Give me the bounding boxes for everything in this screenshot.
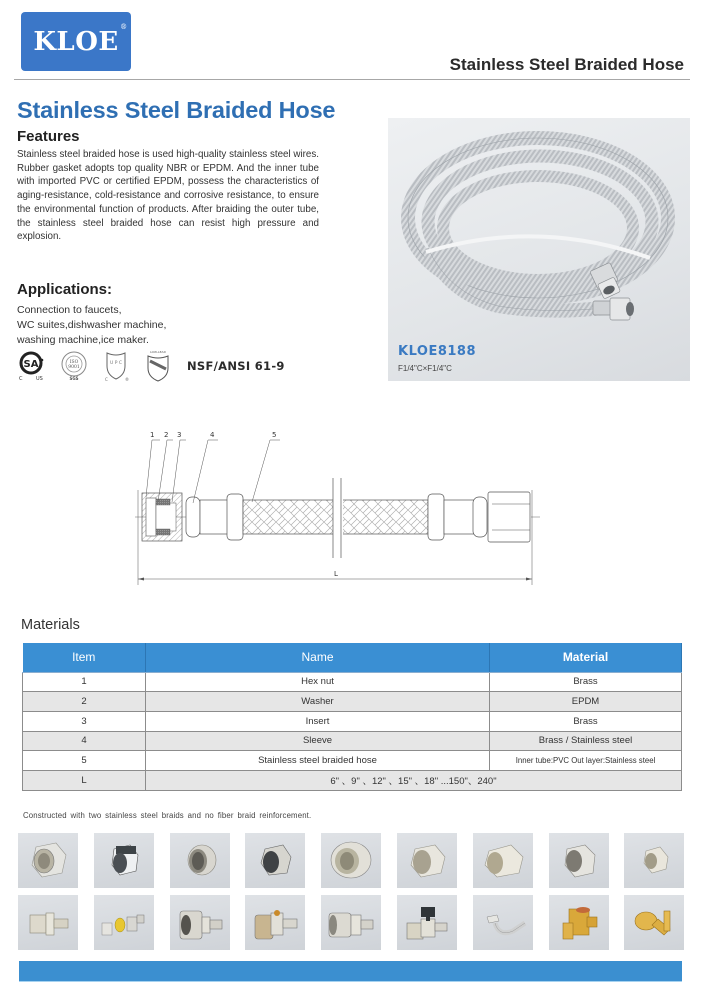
svg-text:C: C: [105, 377, 108, 382]
svg-text:SA: SA: [23, 359, 39, 370]
cell-name: Washer: [146, 692, 490, 712]
chrome-hex-nut-fitting-image: [94, 833, 154, 888]
coiled-hose-image: [388, 118, 690, 381]
low-lead-icon: [143, 349, 173, 382]
materials-table: [22, 643, 682, 791]
csa-us-icon: [17, 349, 47, 382]
fittings-gallery: [18, 833, 684, 950]
iso-9001-icon: [59, 349, 89, 382]
nsf-standard-label: NSF/ANSI 61-9: [187, 358, 285, 373]
cell-name: Hex nut: [146, 672, 490, 692]
table-row: [23, 751, 682, 771]
cell-material: Brass: [490, 672, 682, 692]
table-row: [23, 711, 682, 731]
small-hex-nut-fitting-image: [624, 833, 684, 888]
cell-material: Inner tube:PVC Out layer:Stainless steel: [490, 751, 682, 771]
bent-barb-elbow-image: [473, 895, 533, 950]
cell-name: Sleeve: [146, 731, 490, 751]
column-header-item: Item: [23, 643, 146, 672]
svg-text:LOW-LEAD: LOW-LEAD: [150, 350, 166, 354]
callout-5: 5: [272, 431, 277, 439]
male-barb-adapter-image: [170, 895, 230, 950]
svg-text:®: ®: [125, 377, 129, 382]
table-row-lengths: [23, 770, 682, 790]
product-photo: [388, 118, 690, 381]
dimension-label: L: [334, 570, 338, 578]
certification-row: [17, 349, 285, 382]
round-nut-fitting-image: [170, 833, 230, 888]
logo-text: KLOE ®: [33, 22, 128, 57]
wide-hex-nut-fitting-image: [321, 833, 381, 888]
cell-name: Stainless steel braided hose: [146, 751, 490, 771]
header-title: Stainless Steel Braided Hose: [449, 55, 684, 74]
footer-bar: [19, 961, 682, 982]
cell-item: 5: [23, 751, 146, 771]
application-line: WC suites,dishwasher machine,: [17, 319, 167, 332]
cell-item: 2: [23, 692, 146, 712]
hex-nut-fitting-4-image: [549, 833, 609, 888]
application-line: Connection to faucets,: [17, 304, 122, 316]
callout-4: 4: [210, 431, 215, 439]
svg-text:SGS: SGS: [69, 376, 79, 381]
barb-adapter-with-vent-image: [245, 895, 305, 950]
table-row: [23, 731, 682, 751]
page-title: Stainless Steel Braided Hose: [17, 97, 336, 123]
applications-heading: Applications:: [17, 281, 113, 298]
construction-note: Constructed with two stainless steel braids and no fiber braid reinforcement.: [23, 811, 312, 820]
cell-material: EPDM: [490, 692, 682, 712]
features-heading: Features: [17, 128, 80, 145]
upc-icon: [101, 349, 131, 382]
dark-hex-nut-fitting-image: [245, 833, 305, 888]
svg-text:ISO: ISO: [69, 360, 79, 365]
table-header-row: [23, 643, 682, 672]
hex-nut-fitting-image: [18, 833, 78, 888]
cell-name: Insert: [146, 711, 490, 731]
header-divider: [14, 79, 690, 80]
application-line: washing machine,ice maker.: [17, 334, 149, 347]
hose-barb-union-image: [18, 895, 78, 950]
cell-item: 3: [23, 711, 146, 731]
hex-nut-fitting-2-image: [397, 833, 457, 888]
callout-1: 1: [150, 431, 155, 439]
cell-material: Brass: [490, 711, 682, 731]
applications-list: [17, 303, 166, 349]
product-model: KLOE8188: [398, 344, 477, 359]
male-threaded-adapter-image: [321, 895, 381, 950]
table-row: [23, 672, 682, 692]
cell-item: 1: [23, 672, 146, 692]
hex-nut-fitting-3-image: [473, 833, 533, 888]
compression-fitting-parts-image: [94, 895, 154, 950]
svg-text:9001: 9001: [68, 365, 80, 370]
mini-ball-valve-image: [397, 895, 457, 950]
hose-cross-section-diagram: [120, 420, 560, 590]
materials-heading: Materials: [21, 617, 80, 633]
registered-mark: ®: [120, 22, 128, 31]
cell-material: Brass / Stainless steel: [490, 731, 682, 751]
features-text: Stainless steel braided hose is used high-quality stainless steel wires. Rubber gasket adopts top quality NBR or EPDM. And the inner tube with imported PVC or certified EPDM, possess the characteristics of aging-resistance, cold-resistance and corrosive resistance, to ensure the environmental function of products. After braiding the outer tube, the stainless steel braided hose can resist high pressure and explosion.: [17, 149, 319, 243]
cell-item: 4: [23, 731, 146, 751]
brass-tee-elbow-image: [549, 895, 609, 950]
product-connection: F1/4"C×F1/4"C: [398, 364, 452, 373]
svg-text:U P C: U P C: [109, 361, 123, 366]
svg-text:C: C: [19, 376, 23, 382]
cell-item: L: [23, 770, 146, 790]
callout-3: 3: [177, 431, 182, 439]
cell-lengths: 6" 、9" 、12" 、15" 、18" ...150"、240": [146, 770, 682, 790]
column-header-material: Material: [490, 643, 682, 672]
brass-barb-elbow-image: [624, 895, 684, 950]
column-header-name: Name: [146, 643, 490, 672]
brand-logo: [21, 12, 131, 71]
table-row: [23, 692, 682, 712]
svg-text:US: US: [36, 376, 43, 382]
callout-2: 2: [164, 431, 169, 439]
